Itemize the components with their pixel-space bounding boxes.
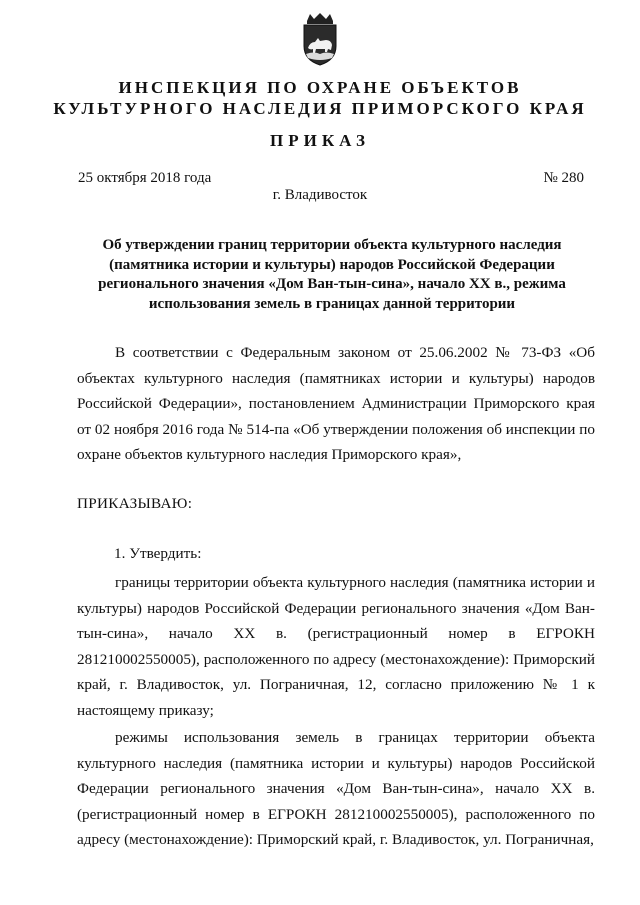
document-date: 25 октября 2018 года xyxy=(78,170,212,186)
document-title: Об утверждении границ территории объекта культурного наследия (памятника истории и культуры) народов Российской Федерации регионального значения «Дом Ван-тын-сина», начало XX в., режима использования земель в границах данной территории xyxy=(98,237,566,312)
boundaries-paragraph: границы территории объекта культурного наследия (памятника истории и культуры) народов Российской Федерации регионального значения «Дом Ван-тын-сина», начало XX в. (регистрационный номер в ЕГРОКН 281210002550005), расположенного по адресу (местонахождение): Приморский край, г. Владивосток, ул. Пограничная, 12, согласно приложению № 1 к настоящему приказу; xyxy=(77,574,595,719)
primorsky-coat-of-arms-icon xyxy=(298,12,342,66)
order-word: ПРИКАЗЫВАЮ: xyxy=(77,495,193,512)
document-city: г. Владивосток xyxy=(272,187,368,203)
organization-name-line-1: ИНСПЕКЦИЯ ПО ОХРАНЕ ОБЪЕКТОВ xyxy=(118,78,522,97)
land-use-regimes-paragraph: режимы использования земель в границах территории объекта культурного наследия (памятника истории и культуры) народов Российской Федерации регионального значения «Дом Ван-тын-сина», начало XX в. (регистрационный номер в ЕГРОКН 281210002550005), расположенного по адресу (местонахождение): Приморский край, г. Владивосток, ул. Пограничная, xyxy=(77,729,595,848)
organization-name-line-2: КУЛЬТУРНОГО НАСЛЕДИЯ ПРИМОРСКОГО КРАЯ xyxy=(53,99,587,118)
document-type: ПРИКАЗ xyxy=(270,131,370,150)
document-number: № 280 xyxy=(543,170,584,186)
legal-basis-paragraph: В соответствии с Федеральным законом от 25.06.2002 № 73-ФЗ «Об объектах культурного наследия (памятниках истории и культуры) народов Российской Федерации», постановлением Администрации Приморского края от 02 ноября 2016 года № 514-па «Об утверждении положения об инспекции по охране объектов культурного наследия Приморского края», xyxy=(77,344,595,463)
item-1-heading: 1. Утвердить: xyxy=(114,545,202,562)
